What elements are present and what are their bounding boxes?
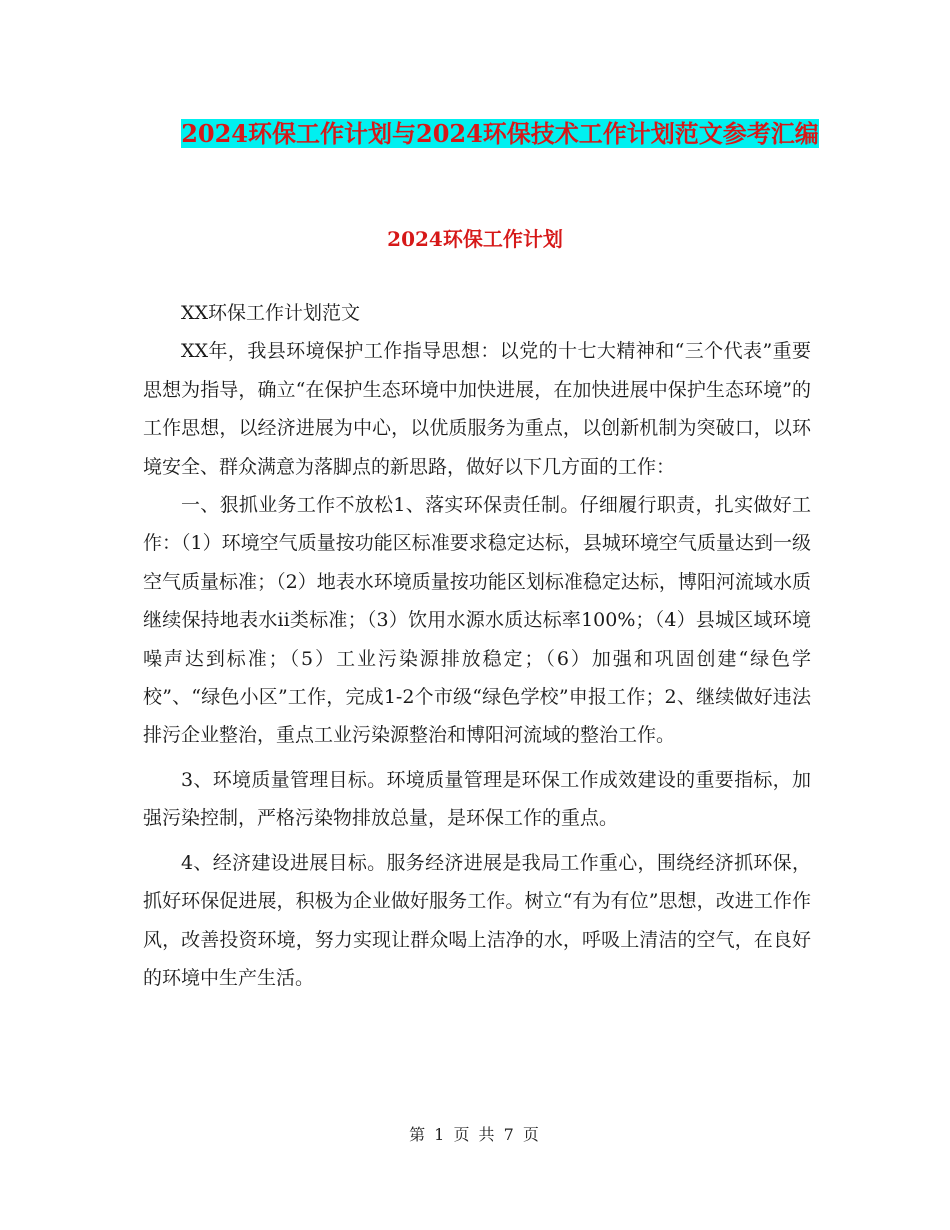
paragraph: 4、经济建设进展目标。服务经济进展是我局工作重心，围绕经济抓环保，抓好环保促进展，积极为企业做好服务工作。树立“有为有位”思想，改进工作作风，改善投资环境，努力实现让群众喝上洁净的水，呼吸上清洁的空气，在良好的环境中生产生活。 [143, 851, 811, 989]
paragraph: XX环保工作计划范文 [181, 302, 361, 324]
document-title [140, 112, 860, 156]
section-heading: 2024环保工作计划 [387, 227, 563, 251]
paragraph: 一、狠抓业务工作不放松1、落实环保责任制。仔细履行职责，扎实做好工作：（1）环境空气质量按功能区标准要求稳定达标，县城环境空气质量达到一级空气质量标准；（2）地表水环境质量按功能区划标准稳定达标，博阳河流域水质继续保持地表水ii类标准；（3）饮用水源水质达标率100%；（4）县城区域环境噪声达到标准；（5）工业污染源排放稳定；（6）加强和巩固创建“绿色学校”、“绿色小区”工作，完成1-2个市级“绿色学校”申报工作；2、继续做好违法排污企业整治，重点工业污染源整治和博阳河流域的整治工作。 [143, 494, 811, 747]
paragraph: XX年，我县环境保护工作指导思想：以党的十七大精神和“三个代表”重要思想为指导，确立“在保护生态环境中加快进展，在加快进展中保护生态环境”的工作思想，以经济进展为中心，以优质服务为重点，以创新机制为突破口，以环境安全、群众满意为落脚点的新思路，做好以下几方面的工作： [143, 340, 811, 478]
page-number-footer: 第 1 页 共 7 页 [409, 1125, 541, 1144]
paragraph: 3、环境质量管理目标。环境质量管理是环保工作成效建设的重要指标，加强污染控制，严格污染物排放总量，是环保工作的重点。 [143, 768, 811, 830]
document-title-text: 2024环保工作计划与2024环保技术工作计划范文参考汇编 [181, 119, 819, 148]
document-body [143, 294, 811, 997]
